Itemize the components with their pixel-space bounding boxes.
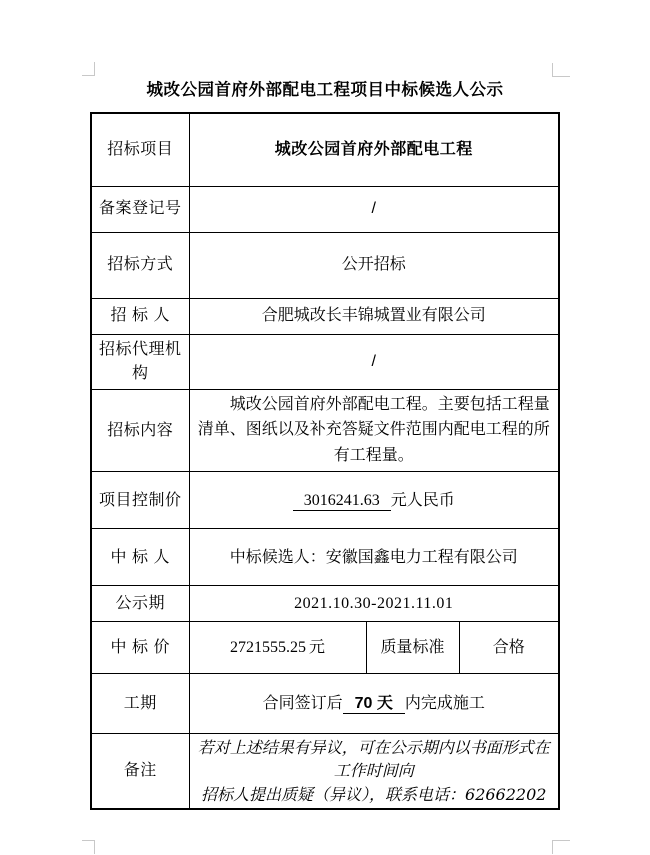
value-remarks xyxy=(189,734,559,809)
table-row-control-price xyxy=(91,472,559,529)
duration-days: 70 天 xyxy=(343,695,405,714)
label-content: 招标内容 xyxy=(91,389,189,472)
label-publicity-period: 公示期 xyxy=(91,586,189,622)
value-winner: 中标候选人：安徽国鑫电力工程有限公司 xyxy=(189,529,559,586)
value-record-no: / xyxy=(189,186,559,232)
crop-mark-bottom-left xyxy=(82,840,95,854)
value-bid-price xyxy=(189,622,366,674)
label-project: 招标项目 xyxy=(91,113,189,186)
bid-price-unit: 元 xyxy=(308,639,325,657)
bid-announcement-table xyxy=(90,112,560,810)
table-row-record-no xyxy=(91,186,559,232)
duration-suffix: 内完成施工 xyxy=(404,695,485,713)
crop-mark-bottom-right xyxy=(552,840,570,854)
crop-mark-top-right xyxy=(552,63,570,77)
table-row-content xyxy=(91,389,559,472)
label-bid-price: 中 标 价 xyxy=(91,622,189,674)
remarks-line-2: 招标人提出质疑（异议），联系电话：62662202 xyxy=(201,784,547,804)
table-row-agency xyxy=(91,334,559,389)
table-row-publicity-period xyxy=(91,586,559,622)
table-row-remarks xyxy=(91,734,559,809)
value-control-price xyxy=(189,472,559,529)
table-row-tenderee xyxy=(91,298,559,334)
label-tenderee: 招 标 人 xyxy=(91,298,189,334)
table-row-duration xyxy=(91,674,559,734)
table-row-bid-price xyxy=(91,622,559,674)
label-record-no: 备案登记号 xyxy=(91,186,189,232)
content-text: 城改公园首府外部配电工程。主要包括工程量清单、图纸以及补充答疑文件范围内配电工程的所有工程量。 xyxy=(197,395,550,465)
page-title: 城改公园首府外部配电工程项目中标候选人公示 xyxy=(146,81,504,99)
quality-standard-value: 合格 xyxy=(459,622,559,674)
value-publicity-period: 2021.10.30-2021.11.01 xyxy=(189,586,559,622)
label-method: 招标方式 xyxy=(91,232,189,298)
control-price-unit: 元人民币 xyxy=(390,491,455,509)
table-row-winner xyxy=(91,529,559,586)
label-control-price: 项目控制价 xyxy=(91,472,189,529)
table-row-project xyxy=(91,113,559,186)
label-winner: 中 标 人 xyxy=(91,529,189,586)
value-method: 公开招标 xyxy=(189,232,559,298)
remarks-line-1: 若对上述结果有异议，可在公示期内以书面形式在工作时间向 xyxy=(197,738,550,781)
value-tenderee: 合肥城改长丰锦城置业有限公司 xyxy=(189,298,559,334)
label-remarks: 备注 xyxy=(91,734,189,809)
value-project: 城改公园首府外部配电工程 xyxy=(189,113,559,186)
duration-prefix: 合同签订后 xyxy=(262,695,343,713)
control-price-amount: 3016241.63 xyxy=(293,492,391,511)
quality-standard-label: 质量标准 xyxy=(366,622,459,674)
value-content xyxy=(189,389,559,472)
label-agency: 招标代理机构 xyxy=(91,334,189,389)
crop-mark-top-left xyxy=(82,62,95,76)
label-duration: 工期 xyxy=(91,674,189,734)
value-agency: / xyxy=(189,334,559,389)
table-row-method xyxy=(91,232,559,298)
bid-price-amount: 2721555.25 xyxy=(229,639,306,657)
value-duration xyxy=(189,674,559,734)
